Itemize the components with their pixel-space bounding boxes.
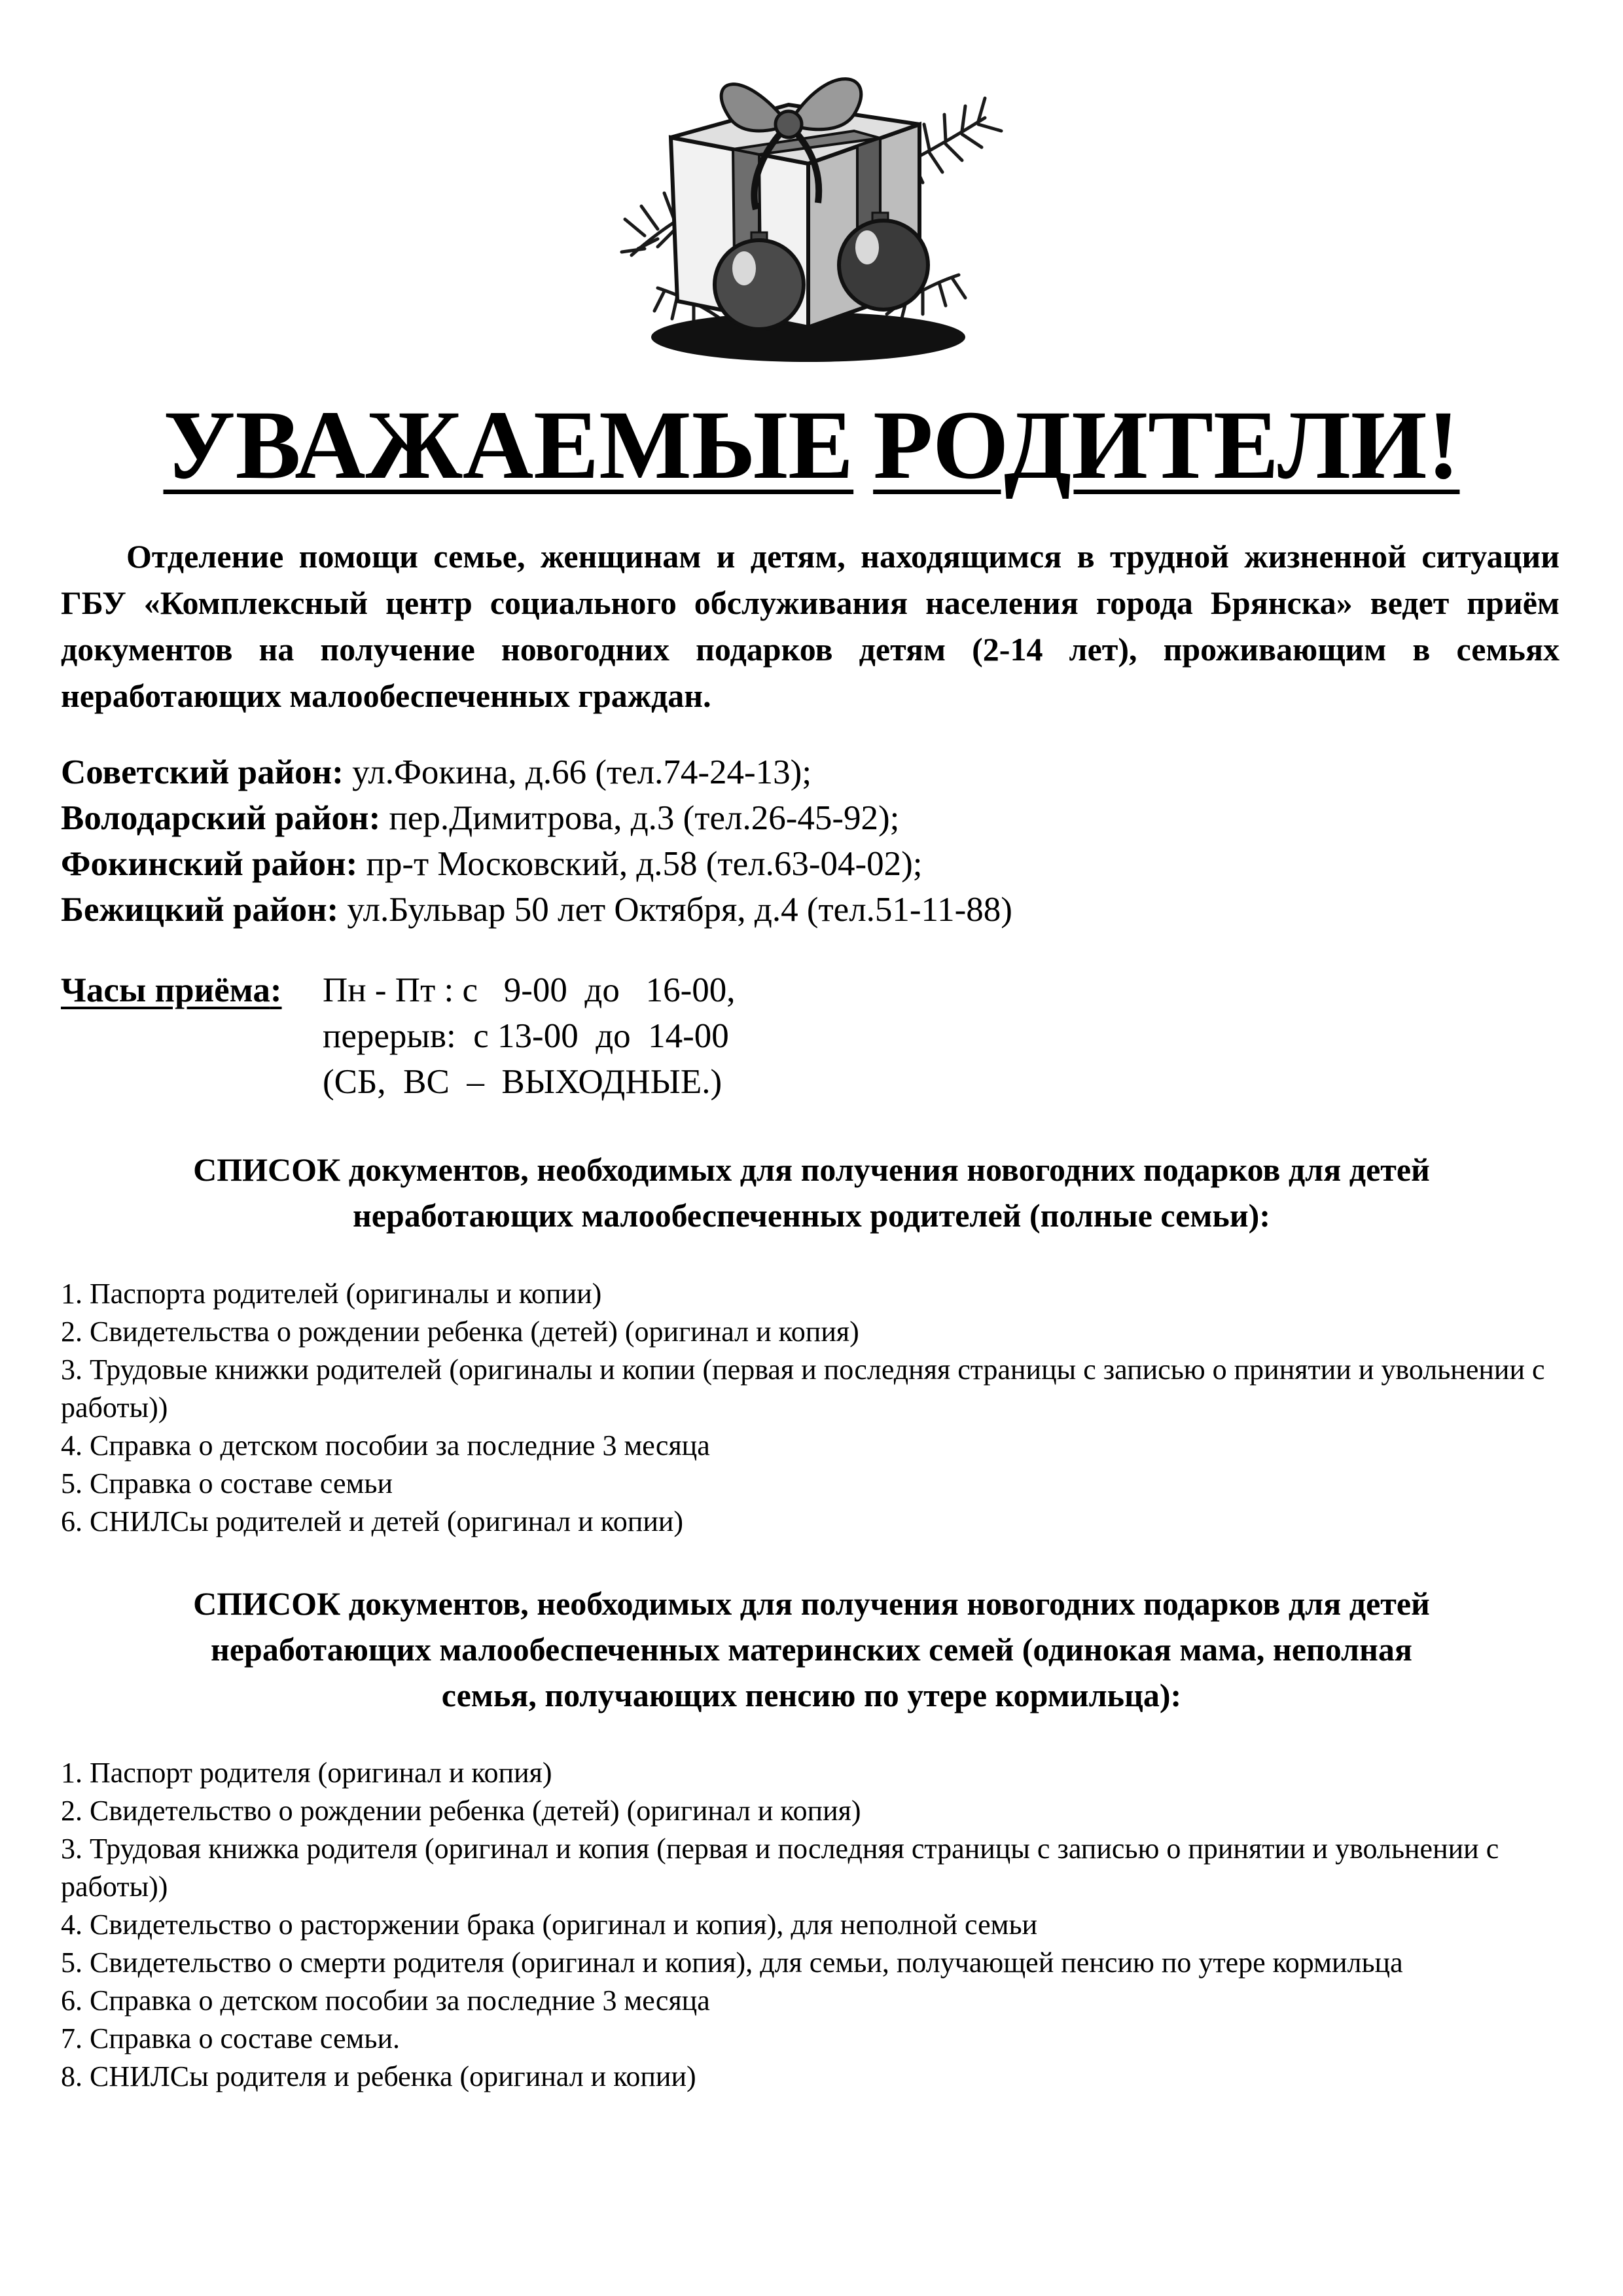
list-item: 6. Справка о детском пособии за последние 3 месяца xyxy=(61,1984,710,2017)
district-name: Володарский район: xyxy=(61,799,381,837)
page-title xyxy=(0,386,1623,504)
district-name: Фокинский район: xyxy=(61,845,358,883)
district-row xyxy=(61,887,1566,933)
hours-line-weekdays: Пн - Пт : с 9-00 до 16-00, xyxy=(323,971,736,1009)
district-row xyxy=(61,841,1566,887)
district-list xyxy=(61,749,1566,933)
list2-title-line: неработающих малообеспеченных материнских семей (одинокая мама, неполная xyxy=(211,1631,1412,1668)
list-item: 6. СНИЛСы родителей и детей (оригинал и копии) xyxy=(61,1505,684,1537)
list-item: 5. Справка о составе семьи xyxy=(61,1467,393,1499)
list-item: 1. Паспорт родителя (оригинал и копия) xyxy=(61,1757,552,1789)
district-row xyxy=(61,749,1566,795)
list-item: 3. Трудовые книжки родителей (оригиналы и копии (первая и последняя страницы с записью о принятии и увольнении с работы)) xyxy=(61,1354,1545,1424)
gift-box-with-ornaments-icon xyxy=(592,39,1018,380)
list2-title-line: семья, получающих пенсию по утере кормильца): xyxy=(441,1677,1182,1713)
hours-label xyxy=(61,967,282,1013)
district-address: пер.Димитрова, д.3 (тел.26-45-92); xyxy=(380,799,900,837)
list-item: 1. Паспорта родителей (оригиналы и копии) xyxy=(61,1278,602,1310)
district-address: пр-т Московский, д.58 (тел.63-04-02); xyxy=(357,845,923,883)
list1-title-line: СПИСОК документов, необходимых для получения новогодних подарков для детей xyxy=(193,1151,1430,1188)
district-name: Советский район: xyxy=(61,753,344,791)
list-item: 4. Справка о детском пособии за последние 3 месяца xyxy=(61,1429,710,1462)
list-item: 2. Свидетельство о рождении ребенка (детей) (оригинал и копия) xyxy=(61,1795,861,1827)
list-item: 2. Свидетельства о рождении ребенка (детей) (оригинал и копия) xyxy=(61,1316,859,1348)
list2-items xyxy=(61,1754,1573,2096)
hours-label-colon: : xyxy=(270,971,282,1009)
list-item: 7. Справка о составе семьи. xyxy=(61,2022,400,2054)
list1-title-line: неработающих малообеспеченных родителей (полные семьи): xyxy=(352,1197,1270,1234)
district-row xyxy=(61,795,1566,841)
district-name: Бежицкий район: xyxy=(61,891,339,929)
list-item: 4. Свидетельство о расторжении брака (оригинал и копия), для неполной семьи xyxy=(61,1909,1038,1941)
hours-line-weekend: (СБ, ВС – ВЫХОДНЫЕ.) xyxy=(323,1063,722,1101)
list1-items xyxy=(61,1275,1573,1541)
intro-paragraph: Отделение помощи семье, женщинам и детям, находящимся в трудной жизненной ситуации ГБУ «Комплексный центр социального обслуживания населения города Брянска» ведет приём документов на получение новогодних подарков детям (2-14 лет), проживающим в семьях неработающих малообеспеченных граждан. xyxy=(61,538,1560,714)
title-word-2: РОДИТЕЛИ! xyxy=(873,391,1460,499)
list-item: 3. Трудовая книжка родителя (оригинал и копия (первая и последняя страницы с записью о принятии и увольнении с работы)) xyxy=(61,1833,1499,1903)
list2-title xyxy=(39,1581,1584,1718)
hours-line-break: перерыв: с 13-00 до 14-00 xyxy=(323,1017,729,1055)
district-address: ул.Фокина, д.66 (тел.74-24-13); xyxy=(343,753,812,791)
district-address: ул.Бульвар 50 лет Октября, д.4 (тел.51-11-88) xyxy=(338,891,1012,929)
list1-title xyxy=(39,1147,1584,1238)
hours-label-text: Часы приёма xyxy=(61,971,270,1009)
list-item: 8. СНИЛСы родителя и ребенка (оригинал и копии) xyxy=(61,2060,696,2092)
title-word-1: УВАЖАЕМЫЕ xyxy=(163,391,854,499)
list2-title-line: СПИСОК документов, необходимых для получения новогодних подарков для детей xyxy=(193,1585,1430,1622)
list-item: 5. Свидетельство о смерти родителя (оригинал и копия), для семьи, получающей пенсию по утере кормильца xyxy=(61,1946,1403,1979)
